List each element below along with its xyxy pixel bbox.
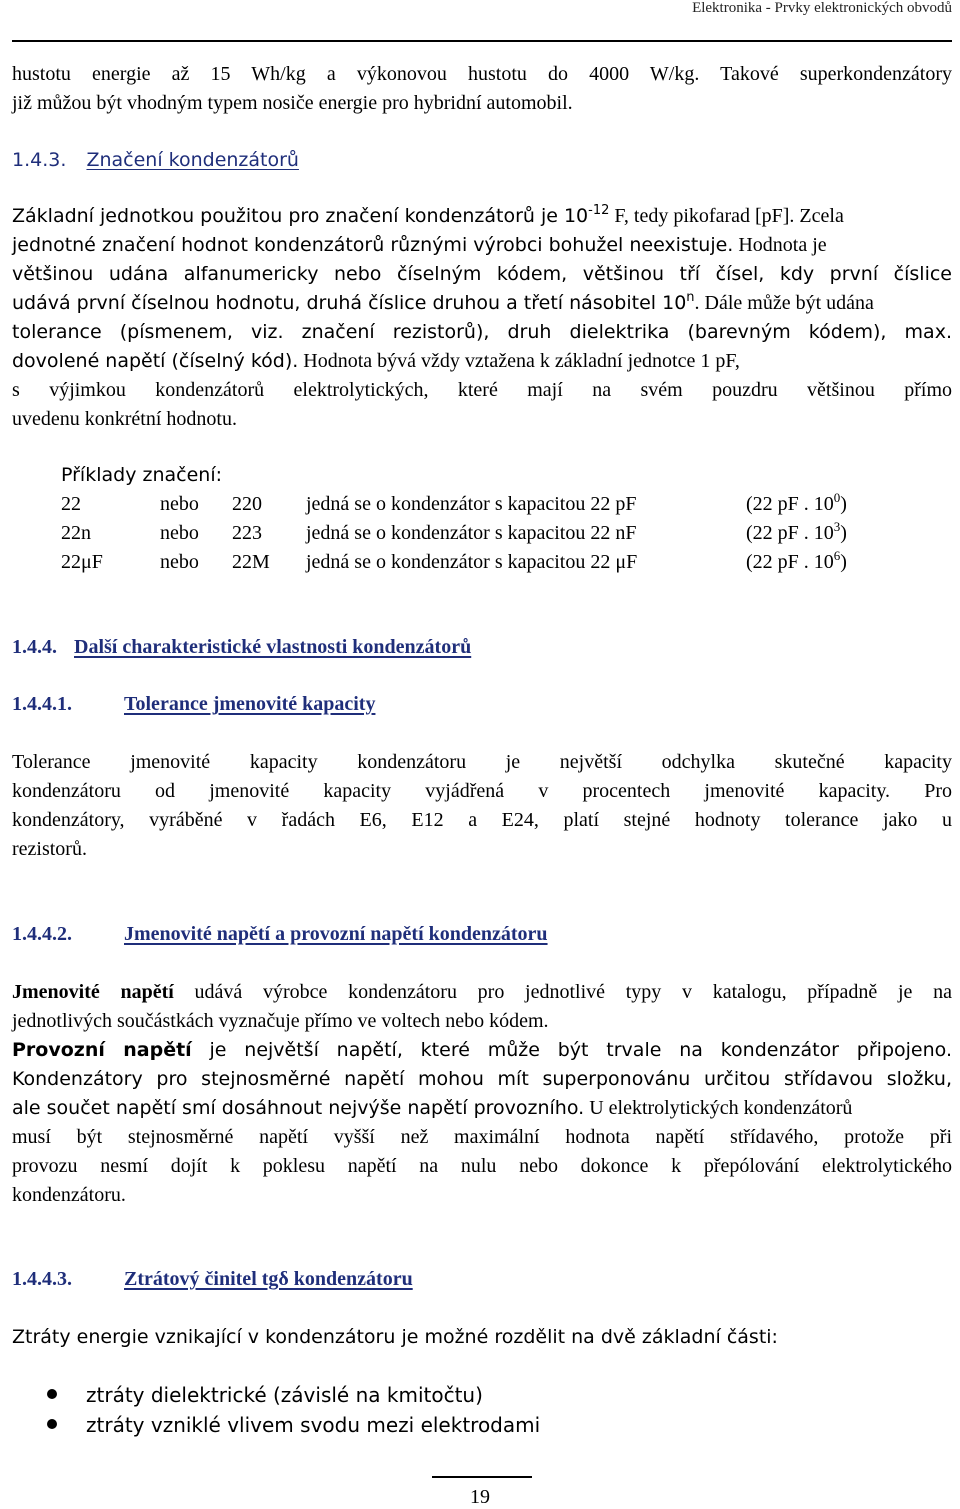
section-title: Další charakteristické vlastnosti kondenzátorů xyxy=(74,636,472,658)
term: Jmenovité napětí xyxy=(12,981,174,1003)
examples-label: Příklady značení: xyxy=(61,464,222,486)
section-1-4-4-1-heading xyxy=(12,692,375,716)
paragraph-line xyxy=(12,1038,952,1062)
section-number: 1.4.4.1. xyxy=(12,693,72,715)
paragraph-line: kondenzátoru. xyxy=(12,1184,126,1206)
paragraph-line xyxy=(12,233,827,257)
example-alt-code: 223 xyxy=(232,522,262,544)
text-run: udává výrobce kondenzátoru pro jednotlivé typy v katalogu, případně je na xyxy=(173,981,952,1003)
paragraph-line: Ztráty energie vznikající v kondenzátoru je možné rozdělit na dvě základní části: xyxy=(12,1326,778,1348)
text-run: ale součet napětí smí dosáhnout nejvýše napětí provozního. xyxy=(12,1097,585,1119)
paragraph-line: uvedenu konkrétní hodnotu. xyxy=(12,408,237,430)
text-run: F, tedy pikofarad [pF]. Zcela xyxy=(609,205,844,227)
running-header: Elektronika - Prvky elektronických obvodů xyxy=(692,0,952,16)
example-or: nebo xyxy=(160,493,199,515)
example-code: 22 xyxy=(61,493,81,515)
section-number: 1.4.3. xyxy=(12,149,67,171)
intro-line-2: již můžou být vhodným typem nosiče energie pro hybridní automobil. xyxy=(12,92,573,114)
paragraph-line: většinou udána alfanumericky nebo číselným kódem, většinou tří čísel, kdy první číslice xyxy=(12,263,952,285)
example-description: jedná se o kondenzátor s kapacitou 22 μF xyxy=(306,551,638,573)
bullet-dot-icon xyxy=(47,1419,57,1429)
exponent: -12 xyxy=(588,203,610,218)
paragraph-line: Tolerance jmenovité kapacity kondenzátoru je největší odchylka skutečné kapacity xyxy=(12,751,952,773)
text-run: Hodnota bývá vždy vztažena k základní jednotce 1 pF, xyxy=(298,350,740,372)
text-run: Hodnota je xyxy=(733,234,827,256)
section-1-4-3-heading xyxy=(12,148,299,172)
example-or: nebo xyxy=(160,522,199,544)
paragraph-line xyxy=(12,1096,852,1120)
example-value: (22 pF . $10^3$) xyxy=(746,519,847,544)
paragraph-line: provozu nesmí dojít k poklesu napětí na nulu nebo dokonce k přepólování elektrolytického xyxy=(12,1155,952,1177)
example-alt-code: 22M xyxy=(232,551,270,573)
bullet-dot-icon xyxy=(47,1389,57,1399)
paragraph-line xyxy=(12,204,844,228)
example-value: (22 pF . $10^6$) xyxy=(746,548,847,573)
text-run: udává první číselnou hodnotu, druhá číslice druhou a třetí násobitel 10 xyxy=(12,292,687,314)
example-or: nebo xyxy=(160,551,199,573)
page-number: 19 xyxy=(470,1486,490,1508)
paragraph-line xyxy=(12,980,952,1004)
paragraph-line xyxy=(12,291,874,315)
example-alt-code: 220 xyxy=(232,493,262,515)
paragraph-line: jednotlivých součástkách vyznačuje přímo ve voltech nebo kódem. xyxy=(12,1010,549,1032)
list-item: ztráty vzniklé vlivem svodu mezi elektrodami xyxy=(86,1413,541,1437)
text-run: dovolené napětí (číselný kód). xyxy=(12,350,299,372)
example-value: (22 pF . $10^0$) xyxy=(746,490,847,515)
section-1-4-4-2-heading xyxy=(12,922,548,946)
section-1-4-4-3-heading xyxy=(12,1267,413,1291)
section-number: 1.4.4.3. xyxy=(12,1268,72,1290)
paragraph-line: kondenzátoru od jmenovité kapacity vyjádřená v procentech jmenovité kapacity. Pro xyxy=(12,780,952,802)
section-title: Tolerance jmenovité kapacity xyxy=(124,693,376,715)
text-run: je největší napětí, které může být trvale na kondenzátor připojeno. xyxy=(191,1039,952,1061)
paragraph-line: musí být stejnosměrné napětí vyšší než maximální hodnota napětí střídavého, protože při xyxy=(12,1126,952,1148)
intro-line-1: hustotu energie až 15 Wh/kg a výkonovou hustotu do 4000 W/kg. Takové superkondenzátory xyxy=(12,63,952,85)
section-number: 1.4.4.2. xyxy=(12,923,72,945)
paragraph-line: rezistorů. xyxy=(12,838,87,860)
paragraph-line xyxy=(12,349,740,373)
section-title: Ztrátový činitel tgδ kondenzátoru xyxy=(124,1268,413,1290)
example-code: 22n xyxy=(61,522,91,544)
text-run: U elektrolytických kondenzátorů xyxy=(584,1097,853,1119)
paragraph-line: kondenzátory, vyráběné v řadách E6, E12 a E24, platí stejné hodnoty tolerance jako u xyxy=(12,809,952,831)
footer-divider xyxy=(432,1476,532,1478)
example-description: jedná se o kondenzátor s kapacitou 22 nF xyxy=(306,522,637,544)
text-run: . Dále může být udána xyxy=(694,292,874,314)
paragraph-line: s výjimkou kondenzátorů elektrolytických, které mají na svém pouzdru většinou přímo xyxy=(12,379,952,401)
example-description: jedná se o kondenzátor s kapacitou 22 pF xyxy=(306,493,637,515)
example-code: 22μF xyxy=(61,551,103,573)
section-title: Značení kondenzátorů xyxy=(86,149,299,171)
section-1-4-4-heading xyxy=(12,635,471,659)
paragraph-line: Kondenzátory pro stejnosměrné napětí mohou mít superponovánu určitou střídavou složku, xyxy=(12,1068,952,1090)
term: Provozní napětí xyxy=(12,1039,192,1061)
exponent: n xyxy=(686,290,695,305)
text-run: jednotné značení hodnot kondenzátorů různými výrobci bohužel neexistuje. xyxy=(12,234,734,256)
text-run: Základní jednotkou použitou pro značení kondenzátorů je 10 xyxy=(12,205,589,227)
paragraph-line: tolerance (písmenem, viz. značení rezistorů), druh dielektrika (barevným kódem), max. xyxy=(12,321,952,343)
section-number: 1.4.4. xyxy=(12,636,57,658)
header-divider xyxy=(12,40,952,42)
list-item: ztráty dielektrické (závislé na kmitočtu) xyxy=(86,1383,483,1407)
section-title: Jmenovité napětí a provozní napětí kondenzátoru xyxy=(124,923,548,945)
